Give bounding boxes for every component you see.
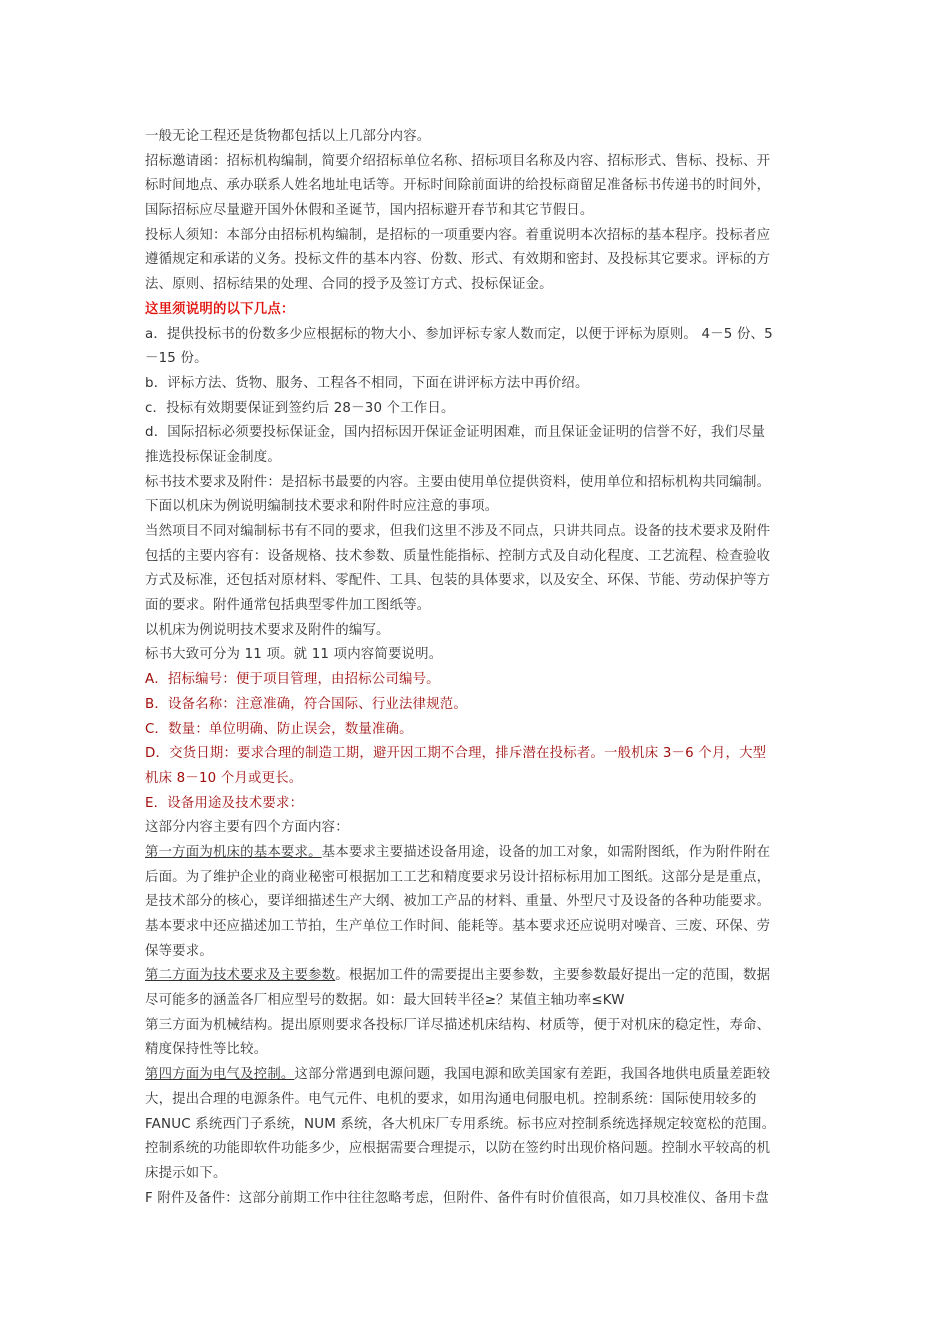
text-line: 大，提出合理的电源条件。电气元件、电机的要求，如用沟通电伺服电机。控制系统：国际使用较多的 (145, 1091, 757, 1107)
text-line: 国际招标应尽量避开国外休假和圣诞节，国内招标避开春节和其它节假日。 (145, 203, 594, 219)
fourth-aspect-line (145, 1063, 810, 1088)
text-line: 后面。为了维护企业的商业秘密可根据加工工艺和精度要求另设计招标标用加工图纸。这部分是是重点， (145, 869, 771, 885)
text-line: b．评标方法、货物、服务、工程各不相同，下面在讲评标方法中再价绍。 (145, 375, 589, 391)
item-a: A．招标编号：便于项目管理，由招标公司编号。 (145, 672, 440, 688)
item-d-continued: 机床 8－10 个月或更长。 (145, 770, 303, 786)
text-line: 当然项目不同对编制标书有不同的要求，但我们这里不涉及不同点，只讲共同点。设备的技术要求及附件 (145, 524, 771, 539)
second-aspect-line (145, 964, 810, 989)
text-line: －15 份。 (145, 351, 208, 367)
text-line: 标书大致可分为 11 项。就 11 项内容简要说明。 (145, 647, 443, 663)
first-aspect-line (145, 841, 810, 866)
fourth-aspect-text: 这部分常遇到电源问题，我国电源和欧美国家有差距，我国各地供电质量差距较 (294, 1067, 771, 1083)
text-line: FANUC 系统西门子系统，NUM 系统，各大机床厂专用系统。标书应对控制系统选择规定较宽松的范围。 (145, 1116, 776, 1132)
text-line: 床提示如下。 (145, 1165, 227, 1181)
item-e: E．设备用途及技术要求： (145, 795, 304, 811)
second-aspect-title: 第二方面为技术要求及主要参数 (145, 968, 336, 984)
text-line: F 附件及备件：这部分前期工作中往往忽略考虑，但附件、备件有时价值很高，如刀具校准仪、备用卡盘 (145, 1190, 769, 1206)
text-line: 标书技术要求及附件：是招标书最要的内容。主要由使用单位提供资料，使用单位和招标机构共同编制。 (145, 474, 771, 490)
text-line: 精度保持性等比较。 (145, 1042, 268, 1058)
text-line: 基本要求中还应描述加工节拍，生产单位工作时间、能耗等。基本要求还应说明对噪音、三废、环保、劳 (145, 919, 771, 934)
item-c: C．数量：单位明确、防止误会，数量准确。 (145, 721, 413, 737)
item-d: D．交货日期：要求合理的制造工期，避开因工期不合理，排斥潜在投标者。一般机床 3－6 个月，大型 (145, 746, 767, 762)
text-line: 这部分内容主要有四个方面内容： (145, 820, 349, 836)
second-aspect-text: 。根据加工件的需要提出主要参数，主要参数最好提出一定的范围，数据 (335, 968, 771, 984)
text-line: 下面以机床为例说明编制技术要求和附件时应注意的事项。 (145, 499, 499, 515)
text-line: 遵循规定和承诺的义务。投标文件的基本内容、份数、形式、有效期和密封、及投标其它要求。评标的方 (145, 252, 771, 268)
text-line: 方式及标准，还包括对原材料、零配件、工具、包装的具体要求，以及安全、环保、节能、劳动保护等方 (145, 573, 771, 589)
text-line: 包括的主要内容有：设备规格、技术参数、质量性能指标、控制方式及自动化程度、工艺流程、检查验收 (145, 548, 771, 564)
text-line: 招标邀请函：招标机构编制，简要介绍招标单位名称、招标项目名称及内容、招标形式、售标、投标、开 (145, 153, 771, 169)
text-line: 法、原则、招标结果的处理、合同的授予及签订方式、投标保证金。 (145, 277, 553, 293)
item-b: B．设备名称：注意准确，符合国际、行业法律规范。 (145, 696, 467, 712)
text-line: c．投标有效期要保证到签约后 28－30 个工作日。 (145, 400, 455, 416)
text-line: 第三方面为机械结构。提出原则要求各投标厂详尽描述机床结构、材质等，便于对机床的稳定性，寿命、 (145, 1017, 771, 1033)
text-line: 控制系统的功能即软件功能多少，应根据需要合理提示，以防在签约时出现价格问题。控制水平较高的机 (145, 1141, 771, 1157)
text-line: 尽可能多的涵盖各厂相应型号的数据。如：最大回转半径≥？某值主轴功率≤KW (145, 993, 625, 1009)
text-line: a．提供投标书的份数多少应根据标的物大小、参加评标专家人数而定，以便于评标为原则。 4－5 份、5 (145, 326, 773, 342)
text-line: 投标人须知：本部分由招标机构编制，是招标的一项重要内容。着重说明本次招标的基本程序。投标者应 (145, 227, 771, 243)
first-aspect-text: 基本要求主要描述设备用途，设备的加工对象，如需附图纸，作为附件附在 (321, 844, 771, 860)
text-line: d．国际招标必须要投标保证金，国内招标因开保证金证明困难，而且保证金证明的信誉不好，我们尽量 (145, 425, 766, 441)
text-line: 是技术部分的核心，要详细描述生产大纲、被加工产品的材料、重量、外型尺寸及设备的各种功能要求。 (145, 894, 771, 910)
section-heading: 这里须说明的以下几点： (145, 301, 295, 317)
fourth-aspect-title: 第四方面为电气及控制。 (145, 1067, 295, 1083)
text-line: 以机床为例说明技术要求及附件的编写。 (145, 622, 390, 638)
first-aspect-title: 第一方面为机床的基本要求。 (145, 844, 322, 860)
text-line: 推选投标保证金制度。 (145, 449, 281, 465)
text-line: 保等要求。 (145, 943, 213, 959)
text-line: 标时间地点、承办联系人姓名地址电话等。开标时间除前面讲的给投标商留足准备标书传递书的时间外， (145, 178, 771, 194)
document-body (145, 125, 810, 1211)
text-line: 面的要求。附件通常包括典型零件加工图纸等。 (145, 598, 431, 614)
text-line: 一般无论工程还是货物都包括以上几部分内容。 (145, 129, 431, 144)
